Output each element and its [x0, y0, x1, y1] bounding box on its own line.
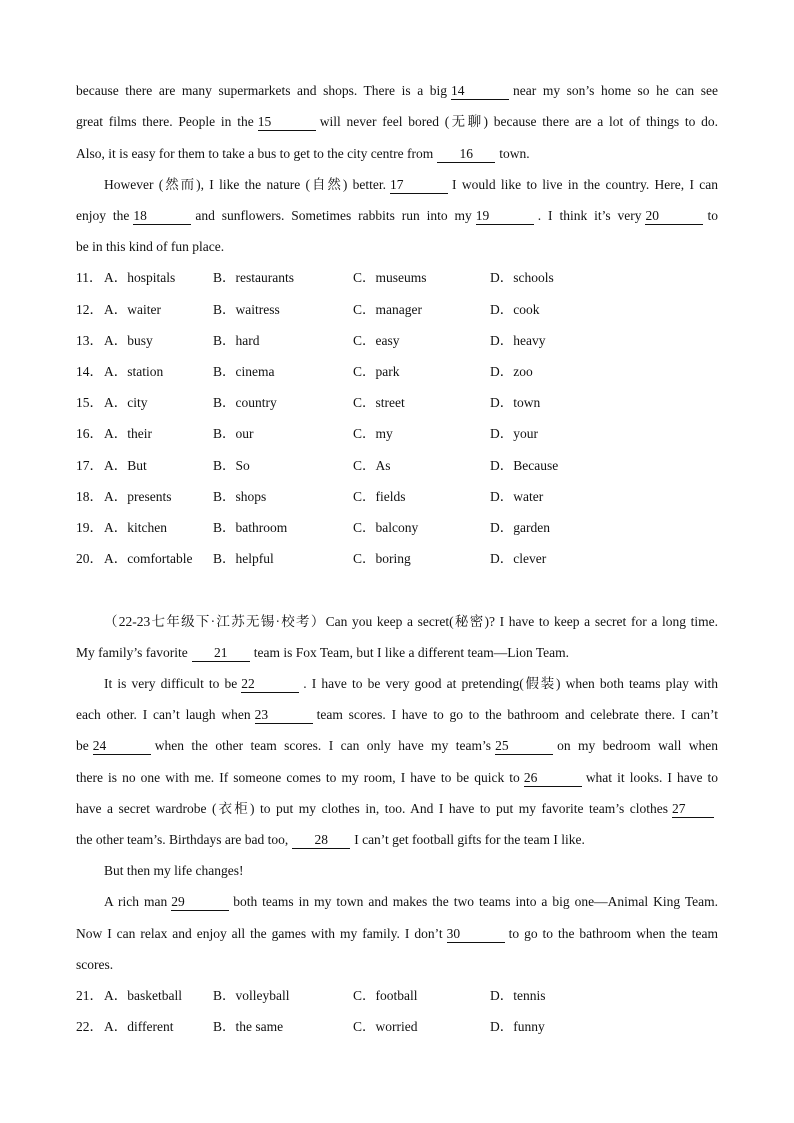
option-d[interactable]: D．funny — [490, 1019, 545, 1034]
passage2-line-5 — [76, 736, 718, 756]
passage2-line-12: scores. — [76, 957, 114, 972]
blank-25: 25 — [495, 738, 553, 755]
text: to — [707, 208, 718, 223]
option-a[interactable]: A．kitchen — [104, 520, 167, 535]
option-d[interactable]: D．tennis — [490, 988, 546, 1003]
option-c[interactable]: C．museums — [353, 270, 427, 285]
question-number: 11． — [76, 270, 103, 285]
passage2-line-1: （22-23七年级下·江苏无锡·校考）Can you keep a secret(秘密)? I have to keep a secret for a long time. — [104, 614, 718, 629]
text: there is no one with me. If someone comes to my room, I have to be quick to — [76, 770, 520, 785]
passage2-line-8 — [76, 830, 718, 850]
text: because there are many supermarkets and shops. There is a big — [76, 83, 448, 98]
text: I would like to live in the country. Here, I can — [452, 177, 718, 192]
option-a[interactable]: A．station — [104, 364, 164, 379]
text: I can’t get football gifts for the team I like. — [354, 832, 585, 847]
passage1-line-3 — [76, 144, 718, 164]
blank-15: 15 — [258, 114, 316, 131]
blank-27: 27 — [672, 801, 714, 818]
text: what it looks. I have to — [585, 770, 719, 785]
blank-23: 23 — [255, 707, 313, 724]
option-c[interactable]: C．football — [353, 988, 418, 1003]
passage2-line-4 — [76, 705, 718, 725]
text: and sunflowers. Sometimes rabbits run into my — [195, 208, 472, 223]
option-c[interactable]: C．easy — [353, 333, 400, 348]
text: . I think it’s very — [537, 208, 642, 223]
text: My family’s favorite — [76, 645, 188, 660]
option-c[interactable]: C．manager — [353, 302, 422, 317]
passage1-line-4 — [104, 175, 718, 195]
blank-20: 20 — [645, 208, 703, 225]
option-c[interactable]: C．park — [353, 364, 400, 379]
question-number: 22． — [76, 1019, 103, 1034]
text: team is Fox Team, but I like a different team—Lion Team. — [253, 645, 570, 660]
option-d[interactable]: D．clever — [490, 551, 547, 566]
blank-17: 17 — [390, 177, 448, 194]
passage2-line-9: But then my life changes! — [104, 863, 244, 878]
text: . I have to be very good at pretending(假装) when both teams play with — [303, 676, 718, 691]
text: Also, it is easy for them to take a bus to get to the city centre from — [76, 146, 434, 161]
passage2-line-3 — [104, 674, 718, 694]
option-b[interactable]: B．bathroom — [213, 520, 288, 535]
option-d[interactable]: D．Because — [490, 458, 559, 473]
option-b[interactable]: B．volleyball — [213, 988, 290, 1003]
passage1-line-6: be in this kind of fun place. — [76, 239, 225, 254]
question-number: 13． — [76, 333, 103, 348]
text: great films there. People in the — [76, 114, 254, 129]
blank-22: 22 — [241, 676, 299, 693]
option-d[interactable]: D．heavy — [490, 333, 546, 348]
option-c[interactable]: C．my — [353, 426, 393, 441]
option-a[interactable]: A．their — [104, 426, 152, 441]
question-number: 17． — [76, 458, 103, 473]
text: when the other team scores. I can only have my team’s — [154, 738, 492, 753]
option-b[interactable]: B．shops — [213, 489, 267, 504]
blank-21: 21 — [192, 645, 250, 662]
option-a[interactable]: A．comfortable — [104, 551, 193, 566]
option-c[interactable]: C．As — [353, 458, 391, 473]
question-number: 14． — [76, 364, 103, 379]
option-b[interactable]: B．country — [213, 395, 277, 410]
text: town. — [499, 146, 530, 161]
option-d[interactable]: D．garden — [490, 520, 550, 535]
option-b[interactable]: B．waitress — [213, 302, 280, 317]
option-b[interactable]: B．the same — [213, 1019, 284, 1034]
option-a[interactable]: A．presents — [104, 489, 172, 504]
question-number: 21． — [76, 988, 103, 1003]
option-c[interactable]: C．street — [353, 395, 405, 410]
question-number: 15． — [76, 395, 103, 410]
option-a[interactable]: A．hospitals — [104, 270, 176, 285]
option-d[interactable]: D．cook — [490, 302, 540, 317]
option-a[interactable]: A．waiter — [104, 302, 161, 317]
text: However (然而), I like the nature (自然) better. — [104, 177, 387, 192]
text: both teams in my town and makes the two teams into a big one—Animal King Team. — [233, 894, 718, 909]
question-number: 16． — [76, 426, 103, 441]
option-a[interactable]: A．different — [104, 1019, 174, 1034]
text: be — [76, 738, 89, 753]
blank-28: 28 — [292, 832, 350, 849]
passage2-line-11 — [76, 924, 718, 944]
option-b[interactable]: B．hard — [213, 333, 260, 348]
blank-24: 24 — [93, 738, 151, 755]
option-a[interactable]: A．busy — [104, 333, 153, 348]
text: on my bedroom wall when — [557, 738, 718, 753]
option-b[interactable]: B．So — [213, 458, 250, 473]
option-c[interactable]: C．boring — [353, 551, 411, 566]
option-b[interactable]: B．helpful — [213, 551, 274, 566]
text: to go to the bathroom when the team — [508, 926, 719, 941]
option-a[interactable]: A．basketball — [104, 988, 182, 1003]
option-b[interactable]: B．restaurants — [213, 270, 294, 285]
text: have a secret wardrobe (衣柜) to put my clothes in, too. And I have to put my favorite team’s clothes — [76, 801, 668, 816]
blank-19: 19 — [476, 208, 534, 225]
text: Now I can relax and enjoy all the games with my family. I don’t — [76, 926, 443, 941]
passage1-line-2 — [76, 112, 718, 132]
question-number: 19． — [76, 520, 103, 535]
option-d[interactable]: D．zoo — [490, 364, 533, 379]
option-d[interactable]: D．town — [490, 395, 541, 410]
option-a[interactable]: A．city — [104, 395, 148, 410]
option-c[interactable]: C．worried — [353, 1019, 418, 1034]
text: enjoy the — [76, 208, 130, 223]
passage2-line-10 — [104, 892, 718, 912]
blank-18: 18 — [133, 208, 191, 225]
passage1-line-5 — [76, 206, 718, 226]
text: the other team’s. Birthdays are bad too, — [76, 832, 289, 847]
text: each other. I can’t laugh when — [76, 707, 251, 722]
blank-30: 30 — [447, 926, 505, 943]
text: It is very difficult to be — [104, 676, 238, 691]
option-d[interactable]: D．water — [490, 489, 544, 504]
blank-16: 16 — [437, 146, 495, 163]
passage2-line-7 — [76, 799, 718, 819]
option-d[interactable]: D．your — [490, 426, 538, 441]
text: will never feel bored (无聊) because there are a lot of things to do. — [319, 114, 719, 129]
option-b[interactable]: B．cinema — [213, 364, 275, 379]
text: near my son’s home so he can see — [513, 83, 718, 98]
text: team scores. I have to go to the bathroom and celebrate there. I can’t — [316, 707, 718, 722]
option-a[interactable]: A．But — [104, 458, 147, 473]
option-c[interactable]: C．fields — [353, 489, 406, 504]
blank-29: 29 — [171, 894, 229, 911]
question-number: 12． — [76, 302, 103, 317]
passage2-line-2 — [76, 643, 718, 663]
option-d[interactable]: D．schools — [490, 270, 554, 285]
passage2-line-6 — [76, 768, 718, 788]
blank-14: 14 — [451, 83, 509, 100]
blank-26: 26 — [524, 770, 582, 787]
option-b[interactable]: B．our — [213, 426, 254, 441]
question-number: 18． — [76, 489, 103, 504]
text: A rich man — [104, 894, 168, 909]
passage1-line-1 — [76, 81, 718, 101]
question-number: 20． — [76, 551, 103, 566]
option-c[interactable]: C．balcony — [353, 520, 419, 535]
